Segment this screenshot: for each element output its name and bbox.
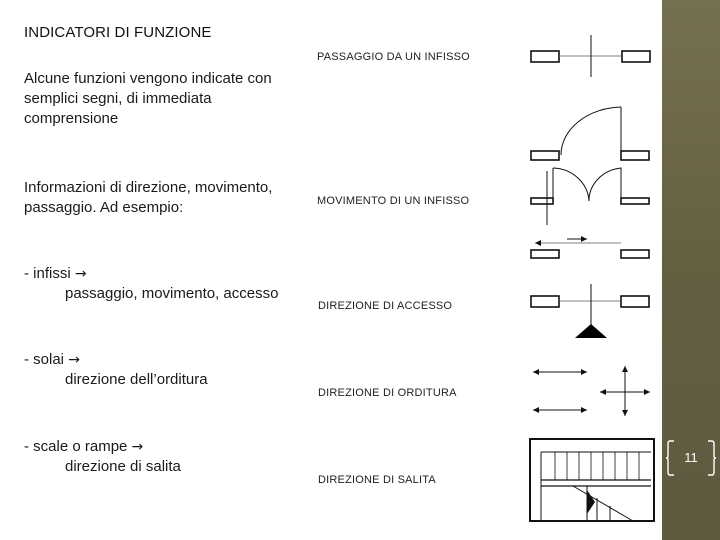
page-number <box>666 440 716 476</box>
page-number-label: 11 <box>684 450 698 465</box>
list-item-detail: direzione dell’orditura <box>65 371 208 388</box>
label-movimento: MOVIMENTO DI UN INFISSO <box>317 195 470 207</box>
list-item-infissi <box>24 264 309 304</box>
label-orditura: DIREZIONE DI ORDITURA <box>318 387 457 399</box>
list-item-solai <box>24 350 309 390</box>
label-accesso: DIREZIONE DI ACCESSO <box>318 300 453 312</box>
intro-paragraph: Alcune funzioni vengono indicate con semplici segni, di immediata comprensione <box>24 70 272 127</box>
list-item-detail: direzione di salita <box>65 458 181 475</box>
arrow-right-icon: → <box>74 266 87 282</box>
list-item-lead: - scale o rampe <box>24 438 128 455</box>
list-item-detail: passaggio, movimento, accesso <box>65 285 279 302</box>
list-item-lead: - infissi <box>24 265 71 282</box>
arrow-right-icon: → <box>68 352 80 368</box>
movimento-symbol <box>525 105 655 265</box>
accesso-symbol <box>525 280 655 345</box>
passaggio-symbol <box>525 30 655 80</box>
arrow-right-icon: → <box>131 439 144 455</box>
salita-symbol <box>525 436 657 524</box>
label-salita: DIREZIONE DI SALITA <box>318 474 436 486</box>
info-paragraph: Informazioni di direzione, movimento, passaggio. Ad esempio: <box>24 179 273 216</box>
label-passaggio: PASSAGGIO DA UN INFISSO <box>317 51 470 63</box>
list-item-lead: - solai <box>24 351 65 368</box>
orditura-symbol <box>525 360 655 420</box>
list-item-scale <box>24 437 309 477</box>
slide-title: INDICATORI DI FUNZIONE <box>24 24 212 41</box>
